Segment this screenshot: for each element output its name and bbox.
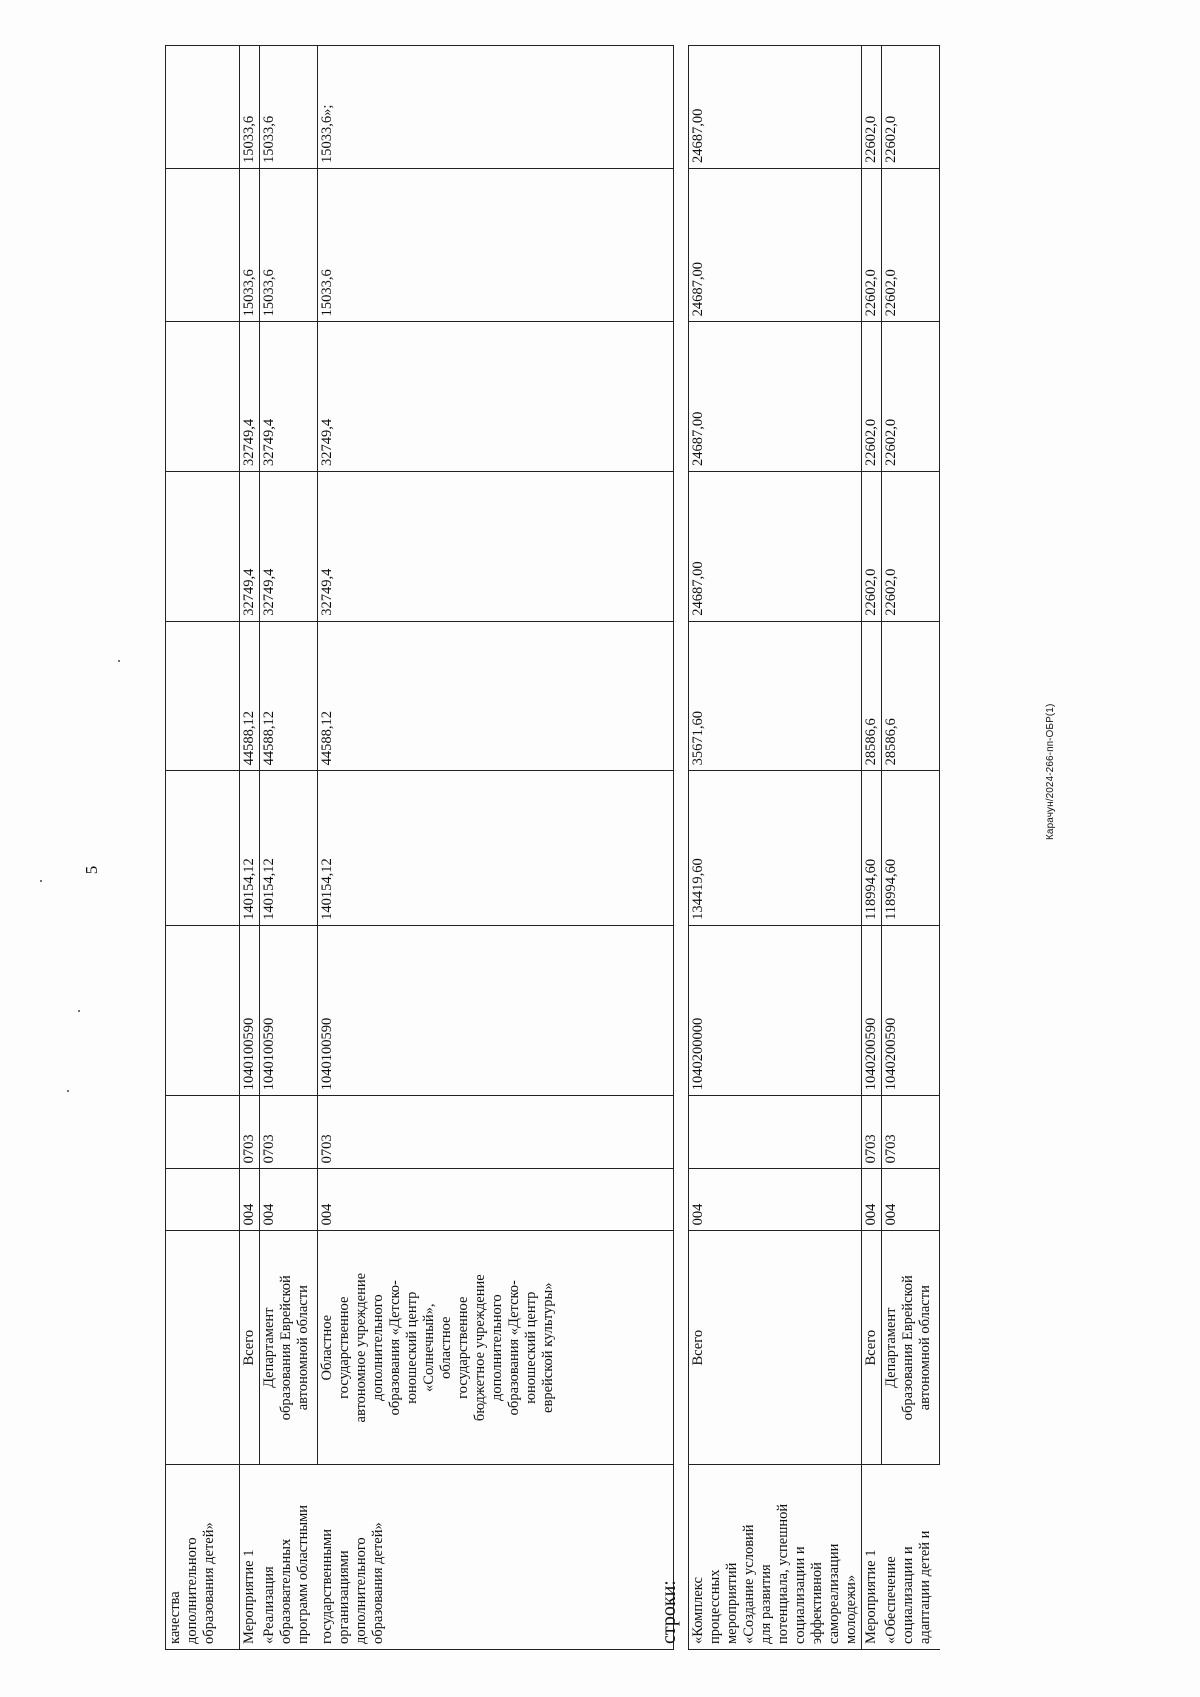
table-row bbox=[689, 46, 862, 1650]
row-name: «Реализация образовательных программ областными bbox=[260, 1465, 318, 1650]
rzpr-cell: 0703 bbox=[240, 1096, 260, 1169]
value-cell: 140154,12 bbox=[240, 771, 260, 926]
page-number: 5 bbox=[82, 865, 101, 875]
value-cell: 140154,12 bbox=[318, 771, 674, 926]
value-cell: 22602,0 bbox=[862, 46, 882, 169]
scan-speck bbox=[67, 1090, 69, 1092]
table-row bbox=[166, 46, 240, 1650]
row-name: качества дополнительного образования детей» bbox=[166, 1465, 240, 1650]
value-cell: 15033,6 bbox=[260, 168, 318, 321]
value-cell: 22602,0 bbox=[862, 168, 882, 321]
value-cell: 22602,0 bbox=[882, 46, 940, 169]
value-cell: 118994,60 bbox=[882, 771, 940, 926]
scan-speck bbox=[118, 660, 120, 662]
value-cell: 22602,0 bbox=[882, 472, 940, 622]
value-cell: 32749,4 bbox=[318, 472, 674, 622]
grbs-cell: 004 bbox=[318, 1169, 674, 1231]
scan-speck bbox=[78, 1010, 80, 1012]
csr-cell: 1040200590 bbox=[862, 925, 882, 1095]
value-cell: 24687,00 bbox=[689, 322, 862, 472]
grbs-cell: 004 bbox=[862, 1169, 882, 1231]
rzpr-cell: 0703 bbox=[260, 1096, 318, 1169]
value-cell: 44588,12 bbox=[318, 621, 674, 771]
value-cell: 15033,6 bbox=[240, 168, 260, 321]
document-code: Карачун/2024-266-пп-ОБР(1) bbox=[1045, 703, 1056, 840]
value-cell: 22602,0 bbox=[862, 472, 882, 622]
row-name: «Обеспечение социализации и адаптации детей и bbox=[882, 1465, 940, 1650]
value-cell: 32749,4 bbox=[318, 322, 674, 472]
csr-cell: 1040200000 bbox=[689, 925, 862, 1095]
row-name: государственными организациями дополнительного образования детей» bbox=[318, 1465, 674, 1650]
executor-cell: Всего bbox=[689, 1231, 862, 1465]
value-cell: 32749,4 bbox=[260, 472, 318, 622]
value-cell: 28586,6 bbox=[882, 621, 940, 771]
value-cell: 24687,00 bbox=[689, 168, 862, 321]
csr-cell: 1040100590 bbox=[318, 925, 674, 1095]
value-cell: 15033,6 bbox=[318, 168, 674, 321]
value-cell: 35671,60 bbox=[689, 621, 862, 771]
table-row bbox=[318, 46, 674, 1650]
value-cell: 44588,12 bbox=[240, 621, 260, 771]
executor-cell: Департамент образования Еврейской автономной области bbox=[882, 1231, 940, 1465]
value-cell: 32749,4 bbox=[240, 322, 260, 472]
csr-cell: 1040100590 bbox=[240, 925, 260, 1095]
rzpr-cell: 0703 bbox=[318, 1096, 674, 1169]
value-cell: 22602,0 bbox=[882, 322, 940, 472]
value-cell: 134419,60 bbox=[689, 771, 862, 926]
value-cell: 15033,6 bbox=[240, 46, 260, 169]
value-cell: 15033,6»; bbox=[318, 46, 674, 169]
executor-cell: Всего bbox=[240, 1231, 260, 1465]
value-cell: 118994,60 bbox=[862, 771, 882, 926]
executor-cell: Всего bbox=[862, 1231, 882, 1465]
value-cell: 44588,12 bbox=[260, 621, 318, 771]
value-cell: 22602,0 bbox=[862, 322, 882, 472]
executor-cell: Областное государственное автономное учреждение дополнительного образования «Детско- юношеский центр «Солнечный», областное государственное бюджетное учреждение дополнительного образования «Детско- юношеский центр еврейской культуры» bbox=[318, 1231, 674, 1465]
row-name: «Комплекс процессных мероприятий «Создание условий для развития потенциала, успешной социализации и эффективной самореализации молодежи» bbox=[689, 1465, 862, 1650]
budget-table-b bbox=[688, 45, 940, 1650]
budget-table-a bbox=[165, 45, 674, 1650]
rzpr-cell bbox=[689, 1096, 862, 1169]
row-name: Мероприятие 1 bbox=[862, 1465, 882, 1650]
section-label: строки: bbox=[658, 1580, 680, 1644]
table-block-continuation bbox=[165, 45, 677, 1650]
value-cell: 15033,6 bbox=[260, 46, 318, 169]
row-name: Мероприятие 1 bbox=[240, 1465, 260, 1650]
table-row bbox=[260, 46, 318, 1650]
rzpr-cell: 0703 bbox=[882, 1096, 940, 1169]
grbs-cell: 004 bbox=[260, 1169, 318, 1231]
value-cell: 24687,00 bbox=[689, 46, 862, 169]
csr-cell: 1040200590 bbox=[882, 925, 940, 1095]
value-cell: 140154,12 bbox=[260, 771, 318, 926]
executor-cell: Департамент образования Еврейской автономной области bbox=[260, 1231, 318, 1465]
grbs-cell: 004 bbox=[689, 1169, 862, 1231]
value-cell: 32749,4 bbox=[260, 322, 318, 472]
value-cell: 24687,00 bbox=[689, 472, 862, 622]
rzpr-cell: 0703 bbox=[862, 1096, 882, 1169]
grbs-cell: 004 bbox=[882, 1169, 940, 1231]
table-block-new-rows bbox=[650, 45, 995, 1650]
value-cell: 32749,4 bbox=[240, 472, 260, 622]
table-row bbox=[882, 46, 940, 1650]
csr-cell: 1040100590 bbox=[260, 925, 318, 1095]
table-row bbox=[240, 46, 260, 1650]
value-cell: 22602,0 bbox=[882, 168, 940, 321]
scan-speck bbox=[40, 880, 42, 882]
grbs-cell: 004 bbox=[240, 1169, 260, 1231]
table-row bbox=[862, 46, 882, 1650]
value-cell: 28586,6 bbox=[862, 621, 882, 771]
